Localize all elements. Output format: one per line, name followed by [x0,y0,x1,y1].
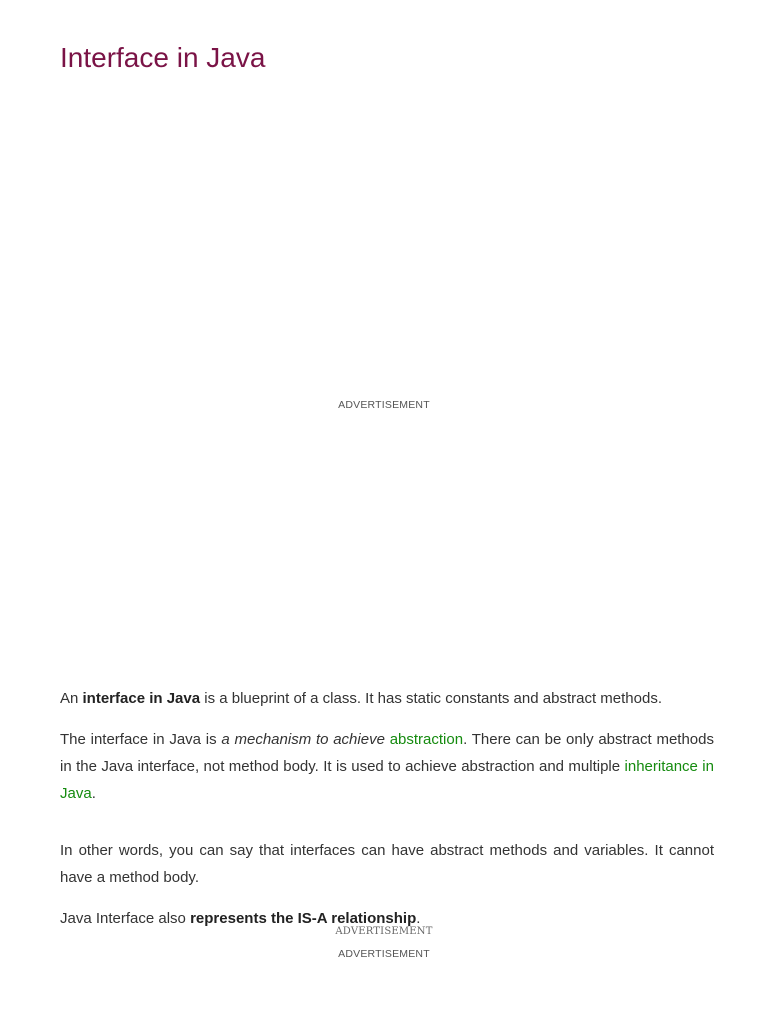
advertisement-label: ADVERTISEMENT [335,926,433,937]
text-segment: In other words, you can say that interfaces can have abstract methods and variables. It cannot have a method body. [60,842,714,886]
advertisement-label: ADVERTISEMENT [338,948,430,960]
advertisement-label: ADVERTISEMENT [338,399,430,411]
abstraction-link[interactable]: abstraction [389,731,464,748]
page-title: Interface in Java [60,42,266,73]
paragraph-other-words [60,837,714,891]
text-segment: . There can be only abstract methods in the Java interface, not method body. It is used to achieve abstraction and multiple [60,731,714,775]
text-segment: An [60,690,83,707]
paragraph-intro [60,685,714,712]
text-segment: The interface in Java is [60,731,222,748]
text-segment: Java Interface also [60,910,191,927]
text-segment: . [91,785,96,802]
bold-term: represents the IS-A relationship [190,910,417,927]
italic-phrase: a mechanism to achieve [221,731,390,748]
bold-term: interface in Java [82,690,201,707]
text-segment: . [416,910,421,927]
inheritance-link[interactable]: inheritance in Java [60,758,714,802]
text-segment: is a blueprint of a class. It has static constants and abstract methods. [200,690,662,707]
paragraph-mechanism [60,726,714,807]
